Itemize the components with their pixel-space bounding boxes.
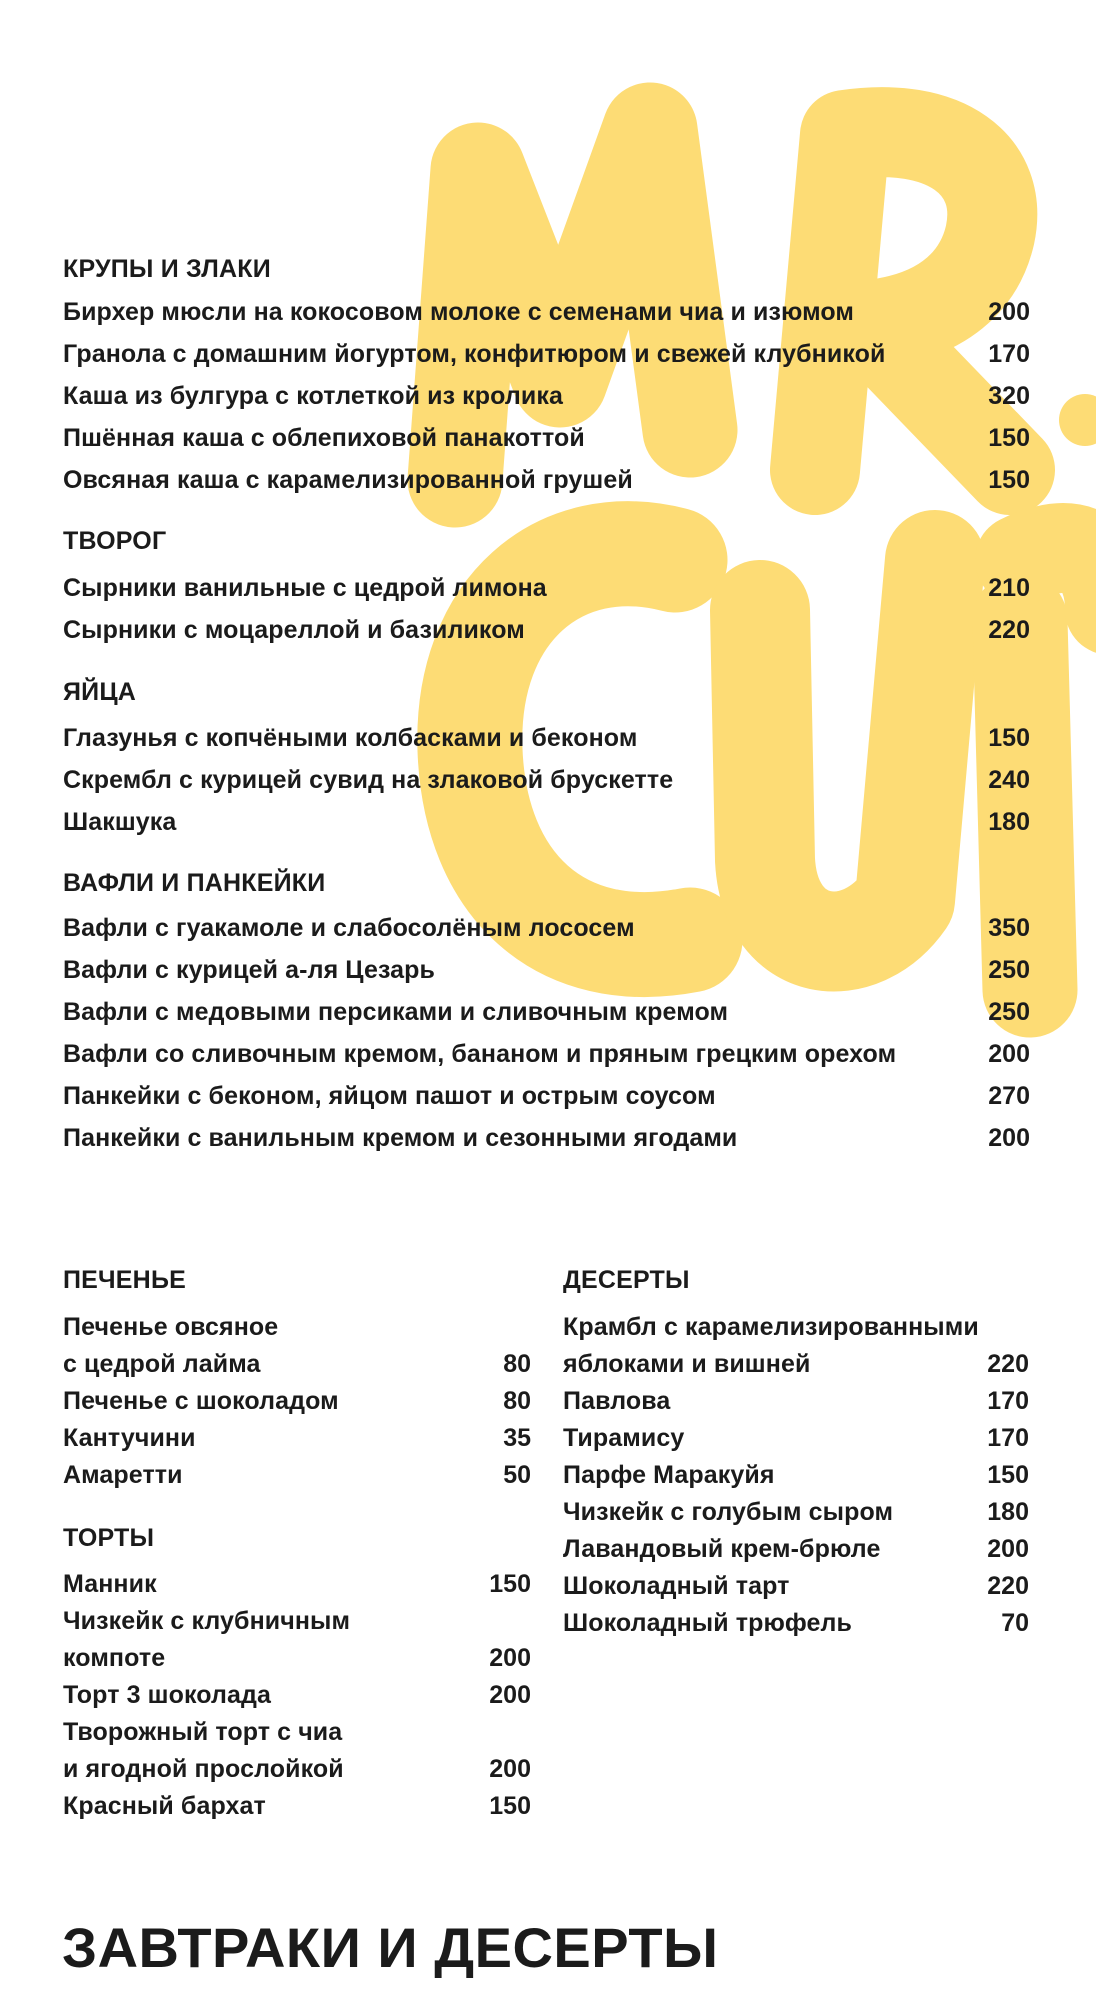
menu-item-price: 240 <box>988 766 1030 794</box>
menu-item-price: 150 <box>988 466 1030 494</box>
menu-item-name-line2: яблоками и вишней <box>563 1350 811 1378</box>
menu-item-name: Печенье с шоколадом <box>63 1387 339 1415</box>
menu-item-price: 270 <box>988 1082 1030 1110</box>
menu-item-name: Манник <box>63 1570 157 1598</box>
menu-item-price: 220 <box>987 1350 1029 1378</box>
menu-item-name: Парфе Маракуйя <box>563 1461 775 1489</box>
menu-item-name-line2: компоте <box>63 1644 166 1672</box>
menu-item-price: 150 <box>987 1461 1029 1489</box>
menu-item-name-line2: и ягодной прослойкой <box>63 1755 344 1783</box>
menu-item-price: 180 <box>988 808 1030 836</box>
menu-item-name: Скрембл с курицей сувид на злаковой брускетте <box>63 766 674 794</box>
section-heading: ТОРТЫ <box>63 1524 155 1552</box>
menu-item-name: Печенье овсяное <box>63 1313 279 1341</box>
menu-item-price: 170 <box>987 1424 1029 1452</box>
menu-item-name: Лавандовый крем-брюле <box>563 1535 881 1563</box>
menu-item-name: Творожный торт с чиа <box>63 1718 343 1746</box>
menu-item-price: 220 <box>988 616 1030 644</box>
menu-item-name: Шоколадный тарт <box>563 1572 790 1600</box>
menu-item-price: 200 <box>489 1644 531 1672</box>
menu-item-price: 70 <box>1001 1609 1029 1637</box>
menu-item-name: Красный бархат <box>63 1792 266 1820</box>
menu-item-name: Шоколадный трюфель <box>563 1609 853 1637</box>
menu-item-price: 210 <box>988 574 1030 602</box>
menu-item-name: Вафли с гуакамоле и слабосолёным лососем <box>63 914 635 942</box>
section-heading: ДЕСЕРТЫ <box>563 1266 690 1294</box>
menu-item-price: 200 <box>988 1040 1030 1068</box>
menu-item-price: 170 <box>987 1387 1029 1415</box>
menu-item-name: Кантучини <box>63 1424 196 1452</box>
menu-item-name: Пшённая каша с облепиховой панакоттой <box>63 424 585 452</box>
menu-item-price: 220 <box>987 1572 1029 1600</box>
menu-item-name: Гранола с домашним йогуртом, конфитюром и свежей клубникой <box>63 340 886 368</box>
menu-item-name: Амаретти <box>63 1461 183 1489</box>
menu-item-price: 35 <box>503 1424 531 1452</box>
section-heading: ТВОРОГ <box>63 527 167 555</box>
menu-item-price: 80 <box>503 1350 531 1378</box>
menu-item-price: 250 <box>988 998 1030 1026</box>
menu-item-price: 170 <box>988 340 1030 368</box>
menu-item-price: 320 <box>988 382 1030 410</box>
section-heading: ЯЙЦА <box>63 678 137 706</box>
menu-item-name: Чизкейк с голубым сыром <box>563 1498 894 1526</box>
menu-item-price: 200 <box>988 1124 1030 1152</box>
menu-item-name: Сырники ванильные с цедрой лимона <box>63 574 547 602</box>
menu-item-price: 200 <box>489 1755 531 1783</box>
menu-item-name: Вафли с медовыми персиками и сливочным кремом <box>63 998 729 1026</box>
menu-item-name: Вафли со сливочным кремом, бананом и пряным грецким орехом <box>63 1040 897 1068</box>
menu-item-price: 150 <box>988 424 1030 452</box>
menu-item-price: 200 <box>988 298 1030 326</box>
menu-item-name: Сырники с моцареллой и базиликом <box>63 616 525 644</box>
menu-item-price: 150 <box>988 724 1030 752</box>
menu-item-price: 350 <box>988 914 1030 942</box>
menu-item-name-line2: с цедрой лайма <box>63 1350 261 1378</box>
menu-item-price: 250 <box>988 956 1030 984</box>
section-heading: ПЕЧЕНЬЕ <box>63 1266 186 1294</box>
menu-item-name: Панкейки с беконом, яйцом пашот и острым соусом <box>63 1082 716 1110</box>
menu-item-name: Павлова <box>563 1387 671 1415</box>
menu-item-name: Шакшука <box>63 808 177 836</box>
menu-item-price: 150 <box>489 1792 531 1820</box>
menu-item-name: Крамбл с карамелизированными <box>563 1313 979 1341</box>
menu-item-name: Чизкейк с клубничным <box>63 1607 351 1635</box>
menu-page-title: ЗАВТРАКИ И ДЕСЕРТЫ <box>62 1916 719 1979</box>
menu-item-name: Овсяная каша с карамелизированной грушей <box>63 466 633 494</box>
section-heading: ВАФЛИ И ПАНКЕЙКИ <box>63 869 326 897</box>
menu-item-name: Бирхер мюсли на кокосовом молоке с семенами чиа и изюмом <box>63 298 855 326</box>
menu-item-price: 180 <box>987 1498 1029 1526</box>
menu-item-price: 200 <box>987 1535 1029 1563</box>
menu-item-name: Вафли с курицей а-ля Цезарь <box>63 956 436 984</box>
menu-item-price: 80 <box>503 1387 531 1415</box>
section-heading: КРУПЫ И ЗЛАКИ <box>63 255 271 283</box>
menu-item-price: 50 <box>503 1461 531 1489</box>
menu-item-price: 150 <box>489 1570 531 1598</box>
menu-item-name: Панкейки с ванильным кремом и сезонными ягодами <box>63 1124 738 1152</box>
menu-item-name: Глазунья с копчёными колбасками и беконом <box>63 724 638 752</box>
menu-item-name: Каша из булгура с котлеткой из кролика <box>63 382 563 410</box>
menu-item-price: 200 <box>489 1681 531 1709</box>
menu-item-name: Торт 3 шоколада <box>63 1681 271 1709</box>
menu-item-name: Тирамису <box>563 1424 685 1452</box>
